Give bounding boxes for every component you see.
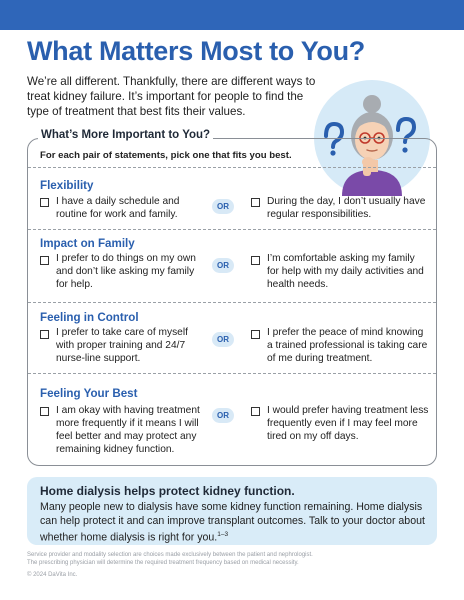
- intro-paragraph: We’re all different. Thankfully, there are different ways to treat kidney failure. It’s important for people to find the type of treatment that best fits their values.: [27, 75, 316, 118]
- or-badge: OR: [212, 408, 234, 423]
- callout-title: Home dialysis helps protect kidney function.: [40, 484, 295, 498]
- checkbox-best-right[interactable]: [251, 407, 260, 416]
- checkbox-family-left[interactable]: [40, 256, 49, 265]
- checkbox-control-left[interactable]: [40, 330, 49, 339]
- option-control-left: I prefer to take care of myself with proper training and 24/7 nurse-line support.: [56, 327, 188, 364]
- footnote-line-1: Service provider and modality selection are choices made exclusively between the patient and nephrologist.: [27, 552, 313, 558]
- or-badge: OR: [212, 258, 234, 273]
- section-heading-impact-on-family: Impact on Family: [40, 237, 135, 250]
- option-flexibility-right: During the day, I don’t usually have regular responsibilities.: [267, 196, 426, 220]
- option-family-right: I’m comfortable asking my family for help with my daily activities and health needs.: [267, 253, 424, 290]
- divider: [28, 229, 436, 230]
- option-control-right: I prefer the peace of mind knowing a trained professional is taking care of me during treatment.: [267, 327, 428, 364]
- option-best-left: I am okay with having treatment more frequently if it means I will feel better and may protect any remaining kidney function.: [56, 405, 200, 455]
- option-flexibility-left: I have a daily schedule and routine for work and family.: [56, 196, 180, 220]
- checkbox-control-right[interactable]: [251, 330, 260, 339]
- or-badge: OR: [212, 332, 234, 347]
- checkbox-flexibility-right[interactable]: [251, 198, 260, 207]
- checkbox-family-right[interactable]: [251, 256, 260, 265]
- section-heading-flexibility: Flexibility: [40, 179, 94, 192]
- section-heading-feeling-in-control: Feeling in Control: [40, 311, 139, 324]
- divider: [28, 302, 436, 303]
- callout-body: Many people new to dialysis have some kidney function remaining. Home dialysis can help protect it and can improve transplant outcomes. Talk to your doctor about whether home dialysis is right for you.: [40, 501, 425, 544]
- card-title: What’s More Important to You?: [38, 129, 213, 141]
- checkbox-flexibility-left[interactable]: [40, 198, 49, 207]
- header-bar: [0, 0, 464, 30]
- citation-superscript: 1–3: [217, 531, 229, 538]
- page-title: What Matters Most to You?: [27, 36, 365, 66]
- section-heading-feeling-your-best: Feeling Your Best: [40, 387, 138, 400]
- footnote-line-2: The prescribing physician will determine the required treatment frequency based on medical necessity.: [27, 560, 299, 566]
- option-best-right: I would prefer having treatment less frequently even if I may feel more tired on my off days.: [267, 405, 429, 442]
- divider: [28, 373, 436, 374]
- option-family-left: I prefer to do things on my own and don’t like asking my family for help.: [56, 253, 196, 290]
- instructions-text: For each pair of statements, pick one that fits you best.: [40, 150, 292, 161]
- copyright: © 2024 DaVita Inc.: [27, 572, 78, 578]
- checkbox-best-left[interactable]: [40, 407, 49, 416]
- callout-text: [40, 501, 430, 545]
- divider: [28, 167, 436, 168]
- or-badge: OR: [212, 199, 234, 214]
